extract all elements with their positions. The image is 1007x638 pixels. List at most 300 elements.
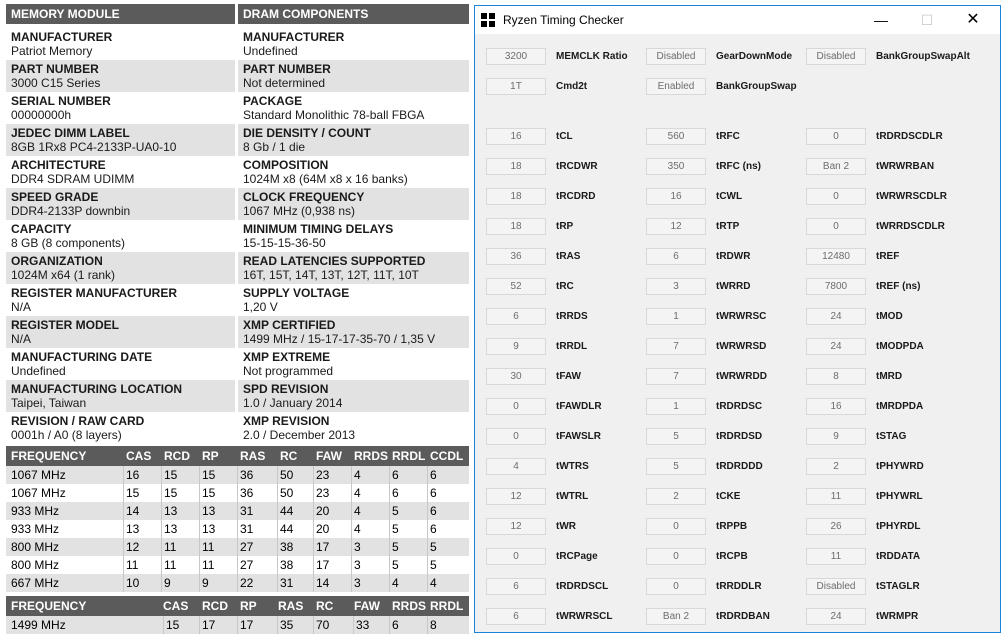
table-cell: 6 bbox=[427, 466, 437, 484]
timing-value-box[interactable]: 6 bbox=[486, 308, 546, 325]
table-row bbox=[6, 574, 469, 592]
timing-value-box[interactable]: 11 bbox=[806, 548, 866, 565]
timing-value-box[interactable]: 4 bbox=[486, 458, 546, 475]
spd-field-value: 1024M x64 (1 rank) bbox=[11, 268, 116, 282]
timing-value-box[interactable]: 6 bbox=[486, 578, 546, 595]
table-cell: 5 bbox=[389, 502, 399, 520]
table-cell: 1499 MHz bbox=[11, 618, 66, 632]
timing-value-box[interactable]: 5 bbox=[646, 428, 706, 445]
spd-field bbox=[6, 252, 235, 284]
table-cell: 15 bbox=[199, 466, 215, 484]
timing-value-box[interactable]: Disabled bbox=[646, 48, 706, 65]
table-cell: 4 bbox=[427, 574, 437, 592]
table-cell: 14 bbox=[123, 502, 139, 520]
timing-label: tCWL bbox=[716, 191, 743, 202]
timing-value-box[interactable]: 560 bbox=[646, 128, 706, 145]
table-cell: 4 bbox=[351, 484, 361, 502]
timing-label: tSTAGLR bbox=[876, 581, 920, 592]
timing-label: tRAS bbox=[556, 251, 581, 262]
column-header: RRDS bbox=[354, 449, 389, 463]
table-row bbox=[6, 466, 469, 484]
spd-field bbox=[238, 92, 469, 124]
spd-field bbox=[6, 124, 235, 156]
table-cell: 13 bbox=[123, 520, 139, 538]
spd-field-label: PART NUMBER bbox=[243, 62, 331, 76]
table-cell: 20 bbox=[313, 520, 329, 538]
spd-field-value: Taipei, Taiwan bbox=[11, 396, 87, 410]
timing-value-box[interactable]: 12 bbox=[646, 218, 706, 235]
spd-field-value: 2.0 / December 2013 bbox=[243, 428, 356, 442]
timing-label: tRCDWR bbox=[556, 161, 598, 172]
table-cell: 17 bbox=[237, 616, 253, 634]
spd-field-label: MINIMUM TIMING DELAYS bbox=[243, 222, 394, 236]
spd-field bbox=[6, 380, 235, 412]
timing-label: tRTP bbox=[716, 221, 740, 232]
table-cell: 4 bbox=[351, 502, 361, 520]
table-row bbox=[6, 502, 469, 520]
timing-value-box[interactable]: 18 bbox=[486, 158, 546, 175]
spd-field-value: 8 Gb / 1 die bbox=[243, 140, 306, 154]
timing-label: tRDRDSC bbox=[716, 401, 763, 412]
timing-value-box[interactable]: Ban 2 bbox=[646, 608, 706, 625]
timing-label: tMOD bbox=[876, 311, 903, 322]
table-cell: 31 bbox=[237, 520, 253, 538]
table-cell: 6 bbox=[427, 520, 437, 538]
table-cell: 33 bbox=[353, 616, 369, 634]
timing-label: tRRDL bbox=[556, 341, 588, 352]
spd-field bbox=[238, 380, 469, 412]
table-cell: 38 bbox=[277, 556, 293, 574]
spd-field-value: 1499 MHz / 15-17-17-35-70 / 1,35 V bbox=[243, 332, 436, 346]
timing-value-box[interactable]: 16 bbox=[806, 398, 866, 415]
spd-field-label: MANUFACTURER bbox=[11, 30, 113, 44]
table-header-row bbox=[6, 446, 469, 466]
spd-field-label: XMP REVISION bbox=[243, 414, 330, 428]
timing-value-box[interactable]: 24 bbox=[806, 308, 866, 325]
spd-field bbox=[238, 28, 469, 60]
timing-label: tWRWRSCL bbox=[556, 611, 613, 622]
spd-field-label: DIE DENSITY / COUNT bbox=[243, 126, 371, 140]
table-cell: 27 bbox=[237, 538, 253, 556]
timing-value-box[interactable]: 0 bbox=[486, 548, 546, 565]
timing-value-box[interactable]: 0 bbox=[806, 188, 866, 205]
table-cell: 13 bbox=[199, 520, 215, 538]
timing-label: tWRRDSCDLR bbox=[876, 221, 945, 232]
table-cell: 4 bbox=[351, 466, 361, 484]
timing-label: tWR bbox=[556, 521, 576, 532]
spd-field-label: REGISTER MANUFACTURER bbox=[11, 286, 178, 300]
table-cell: 3 bbox=[351, 574, 361, 592]
table-cell: 13 bbox=[161, 502, 177, 520]
table-cell: 933 MHz bbox=[11, 522, 60, 536]
maximize-button[interactable]: ☐ bbox=[920, 12, 934, 28]
dram-components-header: DRAM COMPONENTS bbox=[238, 4, 469, 24]
timing-value-box[interactable]: 9 bbox=[806, 428, 866, 445]
spd-field bbox=[238, 284, 469, 316]
spd-field-value: 15-15-15-36-50 bbox=[243, 236, 326, 250]
table-cell: 3 bbox=[351, 538, 361, 556]
table-cell: 17 bbox=[199, 616, 215, 634]
timing-value-box[interactable]: 3 bbox=[646, 278, 706, 295]
spd-field bbox=[6, 284, 235, 316]
timing-label: tPHYWRD bbox=[876, 461, 924, 472]
table-cell: 20 bbox=[313, 502, 329, 520]
spd-field-label: PACKAGE bbox=[243, 94, 303, 108]
timing-value-box[interactable]: 6 bbox=[486, 608, 546, 625]
table-cell: 667 MHz bbox=[11, 576, 60, 590]
table-cell: 11 bbox=[199, 556, 214, 574]
column-header: RCD bbox=[164, 449, 190, 463]
timing-value-box[interactable]: 8 bbox=[806, 368, 866, 385]
timing-label: tRDRDBAN bbox=[716, 611, 770, 622]
table-cell: 6 bbox=[427, 502, 437, 520]
title-bar[interactable] bbox=[475, 6, 1000, 34]
spd-field-label: MANUFACTURER bbox=[243, 30, 345, 44]
timing-value-box[interactable]: 7800 bbox=[806, 278, 866, 295]
timing-value-box[interactable]: 1 bbox=[646, 308, 706, 325]
timing-label: tMRDPDA bbox=[876, 401, 924, 412]
spd-field bbox=[6, 60, 235, 92]
close-button[interactable]: ✕ bbox=[966, 11, 980, 28]
timing-label: tREF bbox=[876, 251, 900, 262]
timing-value-box[interactable]: Ban 2 bbox=[806, 158, 866, 175]
column-header: CAS bbox=[163, 599, 189, 613]
timing-label: tRPPB bbox=[716, 521, 748, 532]
column-header: RC bbox=[280, 449, 298, 463]
timing-value-box[interactable]: 30 bbox=[486, 368, 546, 385]
table-cell: 36 bbox=[237, 484, 253, 502]
timing-value-box[interactable]: 0 bbox=[486, 428, 546, 445]
timing-label: tMRD bbox=[876, 371, 903, 382]
spd-field bbox=[6, 156, 235, 188]
timing-label: tRRDS bbox=[556, 311, 588, 322]
table-cell: 11 bbox=[199, 538, 214, 556]
table-cell: 31 bbox=[237, 502, 253, 520]
timing-label: tSTAG bbox=[876, 431, 907, 442]
table-cell: 6 bbox=[427, 484, 437, 502]
table-cell: 5 bbox=[389, 556, 399, 574]
table-row bbox=[6, 520, 469, 538]
column-header: FREQUENCY bbox=[11, 449, 87, 463]
spd-field-value: 1024M x8 (64M x8 x 16 banks) bbox=[243, 172, 408, 186]
table-cell: 36 bbox=[237, 466, 253, 484]
timing-label: tRCPB bbox=[716, 551, 748, 562]
table-row bbox=[6, 484, 469, 502]
spd-field-value: Standard Monolithic 78-ball FBGA bbox=[243, 108, 425, 122]
timing-label: tRDRDDD bbox=[716, 461, 763, 472]
column-header: CCDL bbox=[430, 449, 464, 463]
table-cell: 17 bbox=[313, 556, 329, 574]
timing-value-box[interactable]: 7 bbox=[646, 338, 706, 355]
spd-field-value: Patriot Memory bbox=[11, 44, 93, 58]
spd-field-value: Not determined bbox=[243, 76, 326, 90]
spd-field-label: XMP CERTIFIED bbox=[243, 318, 336, 332]
column-header: RAS bbox=[278, 599, 304, 613]
timing-label: tRDRDSCL bbox=[556, 581, 609, 592]
spd-field bbox=[238, 348, 469, 380]
spd-info-panel bbox=[0, 0, 471, 638]
timing-label: tRC bbox=[556, 281, 574, 292]
spd-field bbox=[238, 316, 469, 348]
spd-field bbox=[6, 188, 235, 220]
spd-field-label: MANUFACTURING DATE bbox=[11, 350, 153, 364]
timing-label: tWTRL bbox=[556, 491, 589, 502]
timing-value-box[interactable]: 11 bbox=[806, 488, 866, 505]
spd-field-label: SERIAL NUMBER bbox=[11, 94, 111, 108]
timing-label: GearDownMode bbox=[716, 51, 793, 62]
spd-field bbox=[6, 220, 235, 252]
timing-label: tMODPDA bbox=[876, 341, 924, 352]
table-cell: 15 bbox=[161, 466, 177, 484]
spd-field-value: 00000000h bbox=[11, 108, 72, 122]
spd-field-value: 16T, 15T, 14T, 13T, 12T, 11T, 10T bbox=[243, 268, 419, 282]
spd-field bbox=[238, 252, 469, 284]
table-cell: 13 bbox=[199, 502, 215, 520]
column-header: RAS bbox=[240, 449, 266, 463]
timing-label: BankGroupSwapAlt bbox=[876, 51, 970, 62]
memory-module-header: MEMORY MODULE bbox=[6, 4, 235, 24]
timing-label: tPHYWRL bbox=[876, 491, 923, 502]
spd-field bbox=[238, 156, 469, 188]
table-cell: 17 bbox=[313, 538, 329, 556]
table-cell: 4 bbox=[351, 520, 361, 538]
column-header: RP bbox=[202, 449, 219, 463]
timing-label: tRFC bbox=[716, 131, 740, 142]
table-cell: 11 bbox=[161, 538, 176, 556]
spd-field-value: Undefined bbox=[243, 44, 298, 58]
table-cell: 800 MHz bbox=[11, 540, 60, 554]
table-cell: 4 bbox=[389, 574, 399, 592]
spd-field-value: 3000 C15 Series bbox=[11, 76, 101, 90]
spd-field bbox=[238, 412, 469, 444]
spd-field-label: CLOCK FREQUENCY bbox=[243, 190, 365, 204]
table-cell: 9 bbox=[199, 574, 209, 592]
timing-label: tWRWRBAN bbox=[876, 161, 935, 172]
table-cell: 15 bbox=[161, 484, 177, 502]
table-cell: 35 bbox=[277, 616, 293, 634]
timing-value-box[interactable]: 9 bbox=[486, 338, 546, 355]
spd-field-label: REVISION / RAW CARD bbox=[11, 414, 145, 428]
spd-field-value: N/A bbox=[11, 332, 32, 346]
timing-value-box[interactable]: 0 bbox=[806, 218, 866, 235]
app-icon bbox=[481, 13, 495, 27]
timing-value-box[interactable]: 26 bbox=[806, 518, 866, 535]
spd-field bbox=[6, 316, 235, 348]
timing-value-box[interactable]: 0 bbox=[646, 548, 706, 565]
spd-field bbox=[6, 348, 235, 380]
spd-field-value: Undefined bbox=[11, 364, 66, 378]
timing-label: tWTRS bbox=[556, 461, 589, 472]
timing-value-box[interactable]: 24 bbox=[806, 608, 866, 625]
table-cell: 50 bbox=[277, 484, 293, 502]
timing-value-box[interactable]: 52 bbox=[486, 278, 546, 295]
timing-label: tPHYRDL bbox=[876, 521, 921, 532]
timing-label: tWRWRSCDLR bbox=[876, 191, 947, 202]
table-cell: 15 bbox=[163, 616, 179, 634]
timing-value-box[interactable]: 5 bbox=[646, 458, 706, 475]
timing-label: tWRWRSC bbox=[716, 311, 767, 322]
timing-value-box[interactable]: 0 bbox=[806, 128, 866, 145]
timing-value-box[interactable]: 6 bbox=[646, 248, 706, 265]
spd-field bbox=[238, 60, 469, 92]
spd-field-label: SPEED GRADE bbox=[11, 190, 99, 204]
spd-field-label: SPD REVISION bbox=[243, 382, 329, 396]
table-cell: 6 bbox=[389, 616, 399, 634]
timing-value-box[interactable]: 36 bbox=[486, 248, 546, 265]
spd-field bbox=[6, 28, 235, 60]
table-cell: 5 bbox=[427, 556, 437, 574]
timing-label: tRDRDSD bbox=[716, 431, 763, 442]
table-cell: 23 bbox=[313, 484, 329, 502]
table-cell: 12 bbox=[123, 538, 139, 556]
spd-field-value: N/A bbox=[11, 300, 32, 314]
spd-field-label: ARCHITECTURE bbox=[11, 158, 106, 172]
column-header: FAW bbox=[316, 449, 342, 463]
table-cell: 933 MHz bbox=[11, 504, 60, 518]
timing-value-box[interactable]: 0 bbox=[646, 578, 706, 595]
timing-value-box[interactable]: 350 bbox=[646, 158, 706, 175]
timing-label: tWRWRSD bbox=[716, 341, 767, 352]
timing-value-box[interactable]: 18 bbox=[486, 218, 546, 235]
timing-label: tRDDATA bbox=[876, 551, 921, 562]
spd-field-value: 1067 MHz (0,938 ns) bbox=[243, 204, 356, 218]
table-row bbox=[6, 538, 469, 556]
table-cell: 6 bbox=[389, 484, 399, 502]
column-header: RCD bbox=[202, 599, 228, 613]
table-cell: 6 bbox=[389, 466, 399, 484]
table-cell: 70 bbox=[313, 616, 329, 634]
spd-field-label: REGISTER MODEL bbox=[11, 318, 120, 332]
table-cell: 5 bbox=[389, 538, 399, 556]
timing-value-box[interactable]: 24 bbox=[806, 338, 866, 355]
table-cell: 800 MHz bbox=[11, 558, 60, 572]
timing-value-box[interactable]: 12480 bbox=[806, 248, 866, 265]
table-row bbox=[6, 556, 469, 574]
table-cell: 3 bbox=[351, 556, 361, 574]
column-header: CAS bbox=[126, 449, 152, 463]
spd-field bbox=[6, 92, 235, 124]
timing-value-box[interactable]: 12 bbox=[486, 518, 546, 535]
spd-field-value: 1,20 V bbox=[243, 300, 278, 314]
timing-label: tRRDDLR bbox=[716, 581, 762, 592]
timing-value-box[interactable]: Enabled bbox=[646, 78, 706, 95]
spd-field-value: 8 GB (8 components) bbox=[11, 236, 126, 250]
timing-label: tRFC (ns) bbox=[716, 161, 761, 172]
column-header: RRDL bbox=[430, 599, 464, 613]
timing-value-box[interactable]: 2 bbox=[806, 458, 866, 475]
spd-field bbox=[238, 220, 469, 252]
table-cell: 44 bbox=[277, 502, 293, 520]
spd-field-label: CAPACITY bbox=[11, 222, 72, 236]
timing-value-box[interactable]: 0 bbox=[646, 518, 706, 535]
spd-field bbox=[238, 124, 469, 156]
spd-field bbox=[238, 188, 469, 220]
window-title: Ryzen Timing Checker bbox=[503, 13, 624, 27]
spd-field-label: SUPPLY VOLTAGE bbox=[243, 286, 350, 300]
spd-field-value: DDR4 SDRAM UDIMM bbox=[11, 172, 135, 186]
spd-field bbox=[6, 412, 235, 444]
table-cell: 16 bbox=[123, 466, 139, 484]
table-cell: 15 bbox=[199, 484, 215, 502]
table-cell: 50 bbox=[277, 466, 293, 484]
column-header: FAW bbox=[354, 599, 380, 613]
timing-label: tFAWDLR bbox=[556, 401, 602, 412]
timing-value-box[interactable]: 1 bbox=[646, 398, 706, 415]
ryzen-timing-checker-window bbox=[474, 5, 1001, 633]
table-cell: 44 bbox=[277, 520, 293, 538]
column-header: RRDL bbox=[392, 449, 426, 463]
table-cell: 1067 MHz bbox=[11, 486, 66, 500]
spd-field-label: READ LATENCIES SUPPORTED bbox=[243, 254, 426, 268]
xmp-timing-table bbox=[6, 596, 469, 634]
column-header: RC bbox=[316, 599, 334, 613]
spd-field-value: 8GB 1Rx8 PC4-2133P-UA0-10 bbox=[11, 140, 177, 154]
table-cell: 1067 MHz bbox=[11, 468, 66, 482]
table-cell: 14 bbox=[313, 574, 329, 592]
minimize-button[interactable]: — bbox=[874, 12, 888, 28]
timing-value-box[interactable]: Disabled bbox=[806, 48, 866, 65]
spd-field-label: JEDEC DIMM LABEL bbox=[11, 126, 130, 140]
timing-label: tFAWSLR bbox=[556, 431, 601, 442]
timing-label: tWRRD bbox=[716, 281, 751, 292]
timing-label: tCL bbox=[556, 131, 573, 142]
timing-value-box[interactable]: Disabled bbox=[806, 578, 866, 595]
spd-field-value: Not programmed bbox=[243, 364, 334, 378]
timing-label: tWRMPR bbox=[876, 611, 919, 622]
table-cell: 8 bbox=[427, 616, 437, 634]
timing-value-box[interactable]: 12 bbox=[486, 488, 546, 505]
table-cell: 27 bbox=[237, 556, 253, 574]
table-cell: 11 bbox=[123, 556, 138, 574]
spd-field-value: DDR4-2133P downbin bbox=[11, 204, 131, 218]
timing-label: tRDWR bbox=[716, 251, 751, 262]
spd-field-label: MANUFACTURING LOCATION bbox=[11, 382, 183, 396]
timing-value-box[interactable]: 18 bbox=[486, 188, 546, 205]
spd-field-value: 1.0 / January 2014 bbox=[243, 396, 343, 410]
timing-value-box[interactable]: 7 bbox=[646, 368, 706, 385]
timing-label: tCKE bbox=[716, 491, 741, 502]
column-header: RRDS bbox=[392, 599, 427, 613]
jedec-timing-table bbox=[6, 446, 469, 593]
timing-value-box[interactable]: 1T bbox=[486, 78, 546, 95]
column-header: FREQUENCY bbox=[11, 599, 87, 613]
timing-label: BankGroupSwap bbox=[716, 81, 797, 92]
timing-label: tFAW bbox=[556, 371, 581, 382]
table-cell: 38 bbox=[277, 538, 293, 556]
timing-label: MEMCLK Ratio bbox=[556, 51, 628, 62]
table-cell: 10 bbox=[123, 574, 139, 592]
timing-value-box[interactable]: 3200 bbox=[486, 48, 546, 65]
timing-value-box[interactable]: 16 bbox=[486, 128, 546, 145]
spd-field-label: ORGANIZATION bbox=[11, 254, 103, 268]
timing-value-box[interactable]: 2 bbox=[646, 488, 706, 505]
spd-field-label: COMPOSITION bbox=[243, 158, 329, 172]
spd-field-label: XMP EXTREME bbox=[243, 350, 331, 364]
table-cell: 5 bbox=[427, 538, 437, 556]
timing-value-box[interactable]: 16 bbox=[646, 188, 706, 205]
timing-value-box[interactable]: 0 bbox=[486, 398, 546, 415]
table-cell: 11 bbox=[161, 556, 176, 574]
timing-label: tRDRDSCDLR bbox=[876, 131, 943, 142]
spd-field-label: PART NUMBER bbox=[11, 62, 99, 76]
spd-field-value: 0001h / A0 (8 layers) bbox=[11, 428, 122, 442]
table-cell: 5 bbox=[389, 520, 399, 538]
table-cell: 23 bbox=[313, 466, 329, 484]
table-cell: 31 bbox=[277, 574, 293, 592]
table-cell: 9 bbox=[161, 574, 171, 592]
table-header-row bbox=[6, 596, 469, 616]
timing-label: tRCDRD bbox=[556, 191, 596, 202]
